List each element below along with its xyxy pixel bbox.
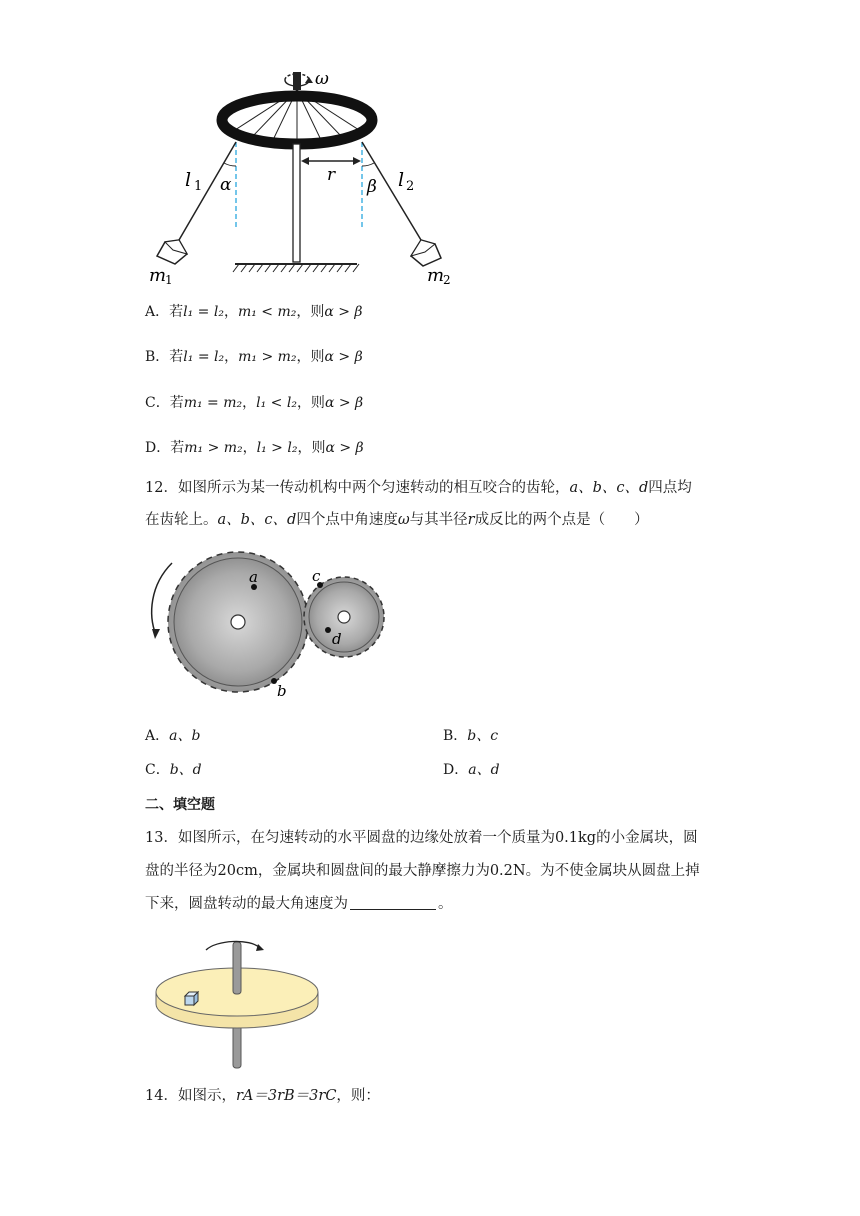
alpha-label: α — [220, 175, 232, 195]
q11-option-d[interactable] — [145, 438, 364, 458]
l1-subscript: 1 — [194, 179, 203, 194]
option-cond1: l₁ = l₂ — [183, 304, 224, 320]
omega-label: ω — [315, 69, 329, 89]
option-result: α > β — [324, 304, 363, 320]
option-prefix: 若 — [169, 395, 184, 411]
large-gear — [168, 552, 308, 692]
point-d — [325, 627, 331, 633]
q12-text: 四个点中角速度 — [296, 512, 398, 528]
m1-label: m — [149, 265, 167, 286]
section-title: 二、填空题 — [145, 797, 215, 813]
q12-text: 与其半径 — [409, 512, 468, 528]
option-value: a、d — [468, 762, 500, 778]
q13-mass: 0.1kg — [554, 830, 597, 846]
m2-subscript: 2 — [443, 273, 451, 287]
q13-text: 盘的半径为 — [145, 863, 218, 879]
q13-radius: 20cm — [217, 863, 258, 879]
answer-blank[interactable] — [350, 895, 436, 910]
q13-text: 的小金属块，圆 — [596, 830, 698, 846]
option-result: α > β — [324, 395, 364, 411]
q12-text: 成反比的两个点是（ ） — [474, 512, 649, 528]
q14-text: ，则： — [336, 1088, 380, 1104]
option-sep: ， — [224, 349, 239, 365]
rotating-disc-figure — [150, 938, 330, 1073]
option-letter: A． — [145, 304, 170, 320]
q13-text: 下来，圆盘转动的最大角速度为 — [145, 896, 348, 912]
option-then: ，则 — [296, 304, 325, 320]
option-letter: C． — [145, 762, 170, 778]
option-value: a、b — [169, 728, 201, 744]
option-cond1: l₁ = l₂ — [183, 349, 225, 365]
option-then: ，则 — [297, 440, 326, 456]
option-sep: ， — [223, 304, 238, 320]
point-b-label: b — [277, 682, 287, 700]
option-prefix: 若 — [169, 349, 184, 365]
rotating-ring-figure — [135, 68, 465, 288]
option-letter: B． — [443, 728, 468, 744]
q13-text: ，金属块和圆盘间的最大静摩擦力为 — [257, 863, 490, 879]
q13-text: 。 — [438, 896, 453, 912]
q12-omega: ω — [397, 512, 410, 528]
r-label: r — [327, 165, 336, 185]
q13-line2 — [145, 861, 700, 881]
mass-m1-shape — [157, 240, 187, 264]
q12-option-c[interactable] — [145, 760, 202, 780]
q14-line — [145, 1086, 380, 1106]
option-result: α > β — [325, 440, 364, 456]
mass-m2-shape — [411, 240, 441, 266]
q12-points: a、b、c、d — [217, 512, 297, 528]
m1-subscript: 1 — [165, 273, 173, 287]
q13-line1 — [145, 828, 698, 848]
q11-option-b[interactable] — [145, 347, 363, 367]
point-d-label: d — [332, 630, 342, 648]
option-letter: D． — [145, 440, 171, 456]
option-cond1: m₁ = m₂ — [183, 395, 243, 411]
option-cond1: m₁ > m₂ — [184, 440, 243, 456]
point-a-label: a — [249, 568, 258, 586]
q11-option-c[interactable] — [145, 393, 363, 413]
q12-option-b[interactable] — [443, 726, 498, 746]
q12-text: 在齿轮上。 — [145, 512, 218, 528]
option-letter: A． — [145, 728, 170, 744]
option-cond2: l₁ > l₂ — [256, 440, 298, 456]
q11-option-a[interactable] — [145, 302, 363, 322]
q14-text: 14．如图示， — [145, 1088, 236, 1104]
option-letter: C． — [145, 395, 170, 411]
q12-line1 — [145, 478, 692, 498]
option-cond2: m₁ > m₂ — [238, 349, 297, 365]
q13-text: 。为不使金属块从圆盘上掉 — [525, 863, 700, 879]
q12-text: 四点均 — [648, 480, 692, 496]
option-value: b、d — [169, 762, 202, 778]
option-letter: B． — [145, 349, 170, 365]
option-cond2: m₁ < m₂ — [237, 304, 297, 320]
option-sep: ， — [242, 440, 257, 456]
q12-line2 — [145, 510, 649, 530]
q13-force: 0.2N — [489, 863, 526, 879]
metal-block — [185, 992, 198, 1005]
option-result: α > β — [324, 349, 363, 365]
option-cond2: l₁ < l₂ — [256, 395, 297, 411]
option-letter: D． — [443, 762, 469, 778]
gears-figure — [140, 545, 400, 705]
q13-line3 — [145, 894, 453, 914]
option-value: b、c — [467, 728, 499, 744]
m2-label: m — [427, 265, 445, 286]
option-then: ，则 — [296, 395, 325, 411]
q12-text: 12．如图所示为某一传动机构中两个匀速转动的相互咬合的齿轮， — [145, 480, 570, 496]
option-prefix: 若 — [170, 440, 185, 456]
q12-r: r — [467, 512, 475, 528]
l1-label: l — [185, 169, 192, 191]
small-gear — [304, 577, 384, 657]
option-then: ，则 — [296, 349, 325, 365]
option-prefix: 若 — [169, 304, 184, 320]
option-sep: ， — [242, 395, 257, 411]
l2-subscript: 2 — [406, 179, 415, 194]
l2-label: l — [398, 169, 405, 191]
q13-text: 13．如图所示，在匀速转动的水平圆盘的边缘处放着一个质量为 — [145, 830, 555, 846]
beta-label: β — [367, 177, 377, 197]
q14-expression: rA＝3rB＝3rC — [235, 1088, 337, 1104]
point-c-label: c — [312, 567, 321, 585]
q12-option-d[interactable] — [443, 760, 500, 780]
q12-points: a、b、c、d — [569, 480, 649, 496]
q12-option-a[interactable] — [145, 726, 200, 746]
